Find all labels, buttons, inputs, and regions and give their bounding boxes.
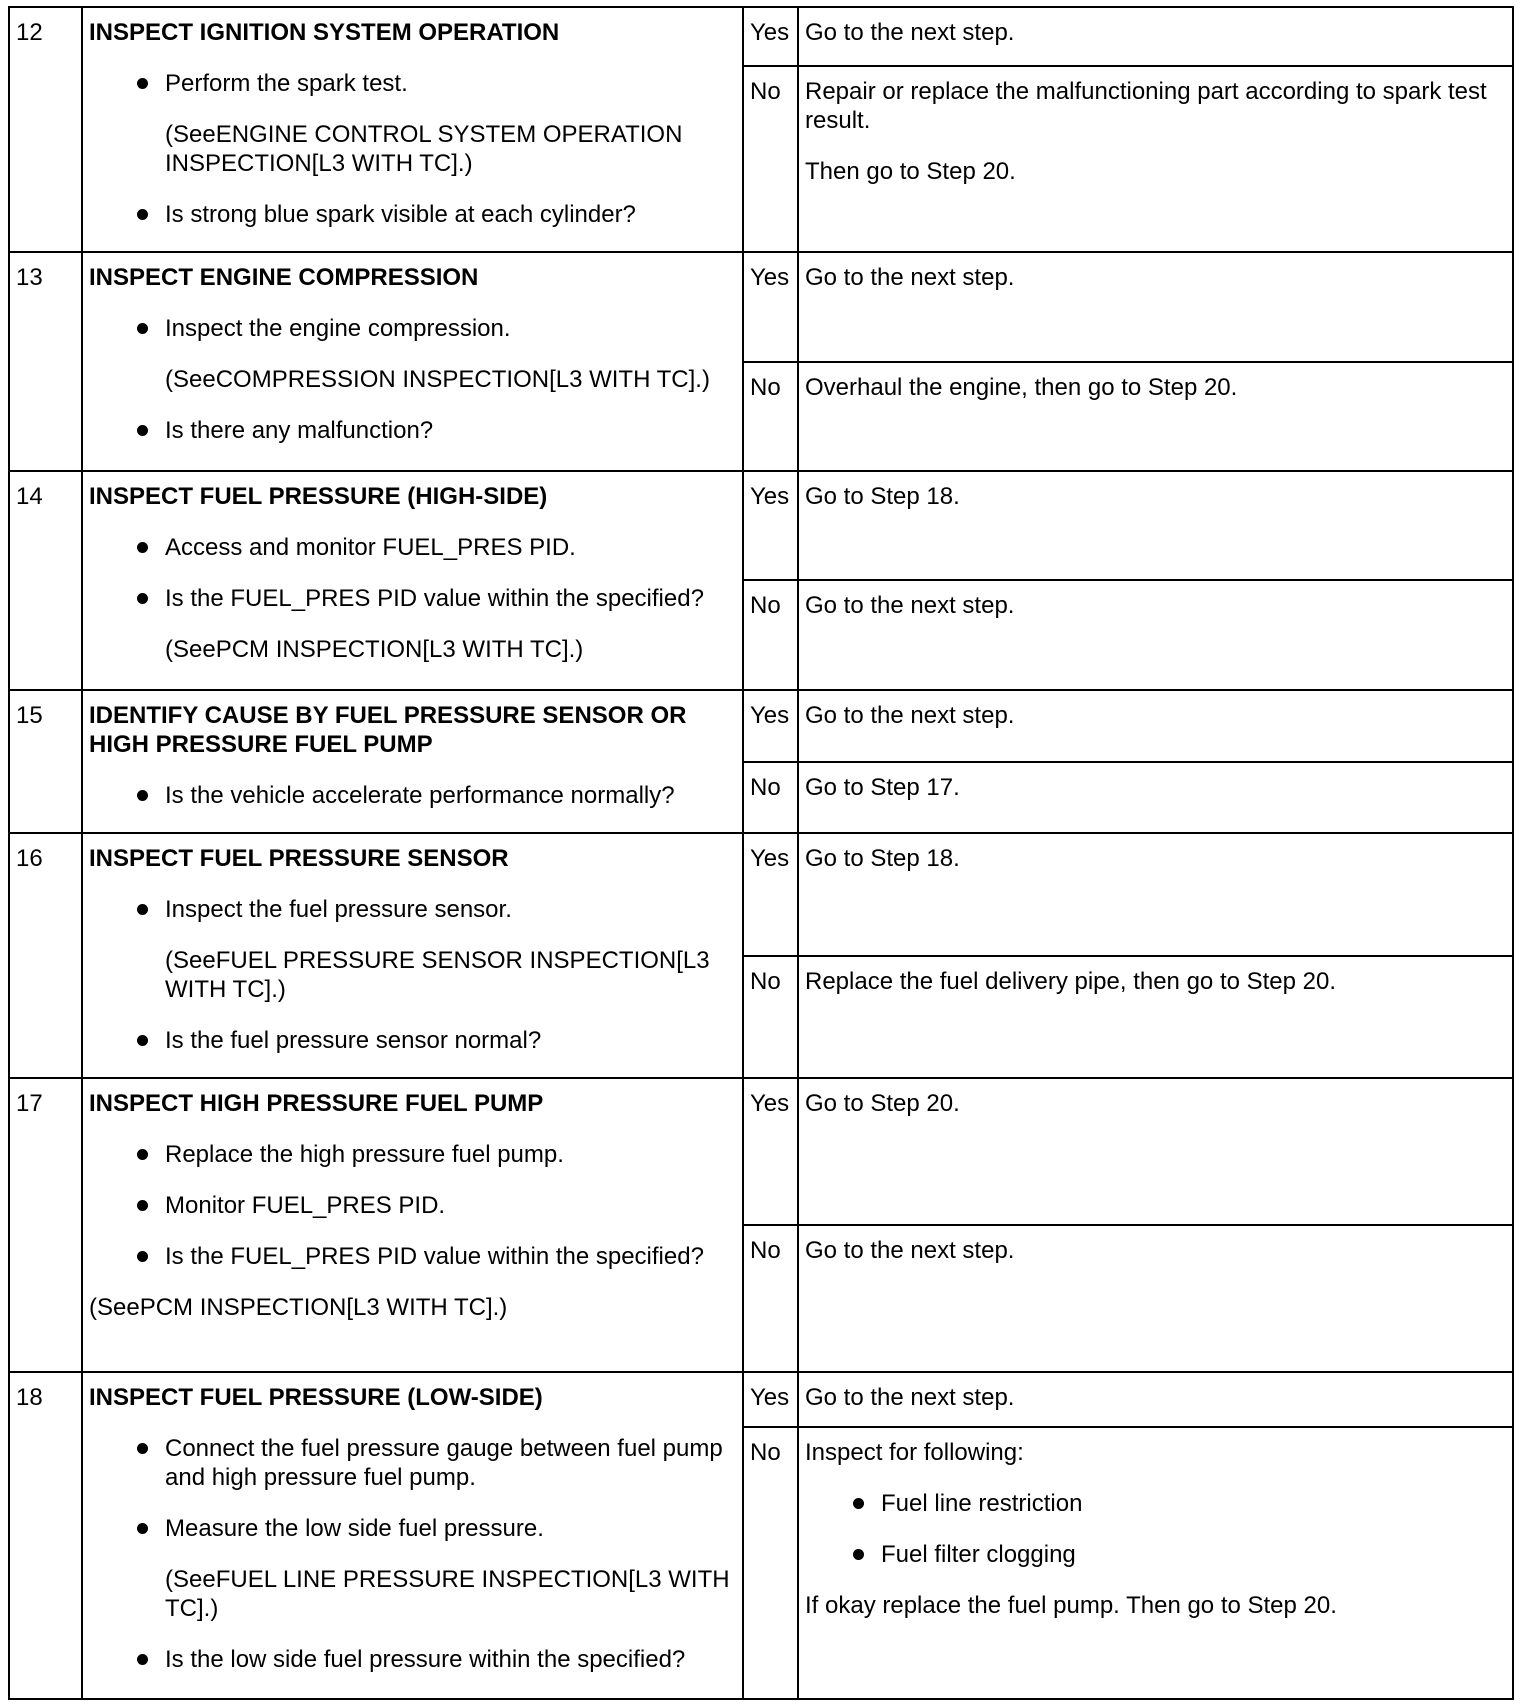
bullet-icon [137,1523,148,1534]
step-check-cell [82,1078,743,1372]
step-number: 16 [9,833,82,1078]
yes-label: Yes [743,1078,798,1225]
check-item: Is the fuel pressure sensor normal? [89,1026,736,1055]
check-item: Is the vehicle accelerate performance normally? [89,781,736,810]
yes-action: Go to the next step. [798,7,1513,66]
step-check-cell [82,471,743,690]
step-check-cell [82,7,743,252]
no-action-followup: If okay replace the fuel pump. Then go to Step 20. [805,1592,1337,1619]
no-action: Overhaul the engine, then go to Step 20. [798,362,1513,471]
no-label: No [743,66,798,252]
step-row-16-yes [9,833,1513,956]
check-item: Replace the high pressure fuel pump. [89,1140,736,1169]
no-action: Repair or replace the malfunctioning part according to spark test result. [805,77,1487,134]
bullet-icon [137,78,148,89]
yes-label: Yes [743,833,798,956]
no-action: Inspect for following: [805,1439,1024,1466]
no-action: Replace the fuel delivery pipe, then go to Step 20. [798,956,1513,1078]
no-label: No [743,362,798,471]
step-row-13-yes [9,252,1513,362]
bullet-icon [137,1035,148,1046]
yes-action: Go to Step 20. [798,1078,1513,1225]
step-number: 15 [9,690,82,833]
step-row-18-yes [9,1372,1513,1427]
step-title: INSPECT HIGH PRESSURE FUEL PUMP [89,1090,544,1117]
step-title: INSPECT FUEL PRESSURE (LOW-SIDE) [89,1384,543,1411]
bullet-icon [137,209,148,220]
yes-action: Go to the next step. [798,252,1513,362]
reference-note: (SeePCM INSPECTION[L3 WITH TC].) [165,636,584,663]
step-row-12-yes [9,7,1513,66]
check-item: Perform the spark test. [89,69,736,98]
step-number: 12 [9,7,82,252]
bullet-icon [137,425,148,436]
check-item: Is there any malfunction? [89,416,736,445]
check-item: Is the low side fuel pressure within the specified? [89,1645,736,1674]
no-label: No [743,956,798,1078]
no-action-cell [798,1427,1513,1699]
bullet-icon [137,1251,148,1262]
yes-label: Yes [743,1372,798,1427]
reference-note: (SeeFUEL PRESSURE SENSOR INSPECTION[L3 WITH TC].) [165,947,710,1003]
check-item: Access and monitor FUEL_PRES PID. [89,533,736,562]
no-label: No [743,1225,798,1372]
check-item: Inspect the engine compression. [89,314,736,343]
no-label: No [743,1427,798,1699]
reference-note: (SeePCM INSPECTION[L3 WITH TC].) [89,1294,508,1321]
yes-label: Yes [743,471,798,580]
bullet-icon [137,904,148,915]
step-number: 17 [9,1078,82,1372]
yes-action: Go to the next step. [798,1372,1513,1427]
check-item: Is the FUEL_PRES PID value within the specified? [89,1242,736,1271]
bullet-icon [137,1443,148,1454]
step-title: INSPECT FUEL PRESSURE (HIGH-SIDE) [89,483,548,510]
check-item: Is strong blue spark visible at each cylinder? [89,200,736,229]
no-label: No [743,762,798,833]
no-action-followup: Then go to Step 20. [805,157,1016,185]
step-check-cell [82,833,743,1078]
bullet-icon [137,1200,148,1211]
check-item: Connect the fuel pressure gauge between fuel pump and high pressure fuel pump. [89,1434,736,1492]
inspect-item: Fuel line restriction [805,1489,1506,1518]
check-item: Is the FUEL_PRES PID value within the specified? [89,584,736,613]
yes-action: Go to the next step. [798,690,1513,762]
step-title: IDENTIFY CAUSE BY FUEL PRESSURE SENSOR OR HIGH PRESSURE FUEL PUMP [89,702,687,758]
no-action: Go to the next step. [798,1225,1513,1372]
yes-label: Yes [743,690,798,762]
inspect-item: Fuel filter clogging [805,1540,1506,1569]
yes-label: Yes [743,7,798,66]
step-row-17-yes [9,1078,1513,1225]
check-item: Measure the low side fuel pressure. [89,1514,736,1543]
diagnostic-procedure-table [8,6,1514,1700]
step-check-cell [82,1372,743,1699]
bullet-icon [137,790,148,801]
bullet-icon [853,1498,864,1509]
step-row-15-yes [9,690,1513,762]
step-title: INSPECT FUEL PRESSURE SENSOR [89,845,509,872]
no-action: Go to the next step. [798,580,1513,690]
no-action-cell [798,66,1513,252]
step-check-cell [82,690,743,833]
check-item: Inspect the fuel pressure sensor. [89,895,736,924]
reference-note: (SeeENGINE CONTROL SYSTEM OPERATION INSPECTION[L3 WITH TC].) [165,121,683,177]
step-number: 14 [9,471,82,690]
step-number: 18 [9,1372,82,1699]
bullet-icon [137,593,148,604]
check-item: Monitor FUEL_PRES PID. [89,1191,736,1220]
no-label: No [743,580,798,690]
reference-note: (SeeCOMPRESSION INSPECTION[L3 WITH TC].) [165,366,710,393]
step-title: INSPECT IGNITION SYSTEM OPERATION [89,19,560,46]
no-action: Go to Step 17. [798,762,1513,833]
yes-label: Yes [743,252,798,362]
step-title: INSPECT ENGINE COMPRESSION [89,264,479,291]
bullet-icon [137,1654,148,1665]
bullet-icon [137,1149,148,1160]
bullet-icon [137,542,148,553]
yes-action: Go to Step 18. [798,471,1513,580]
bullet-icon [137,323,148,334]
bullet-icon [853,1549,864,1560]
step-row-14-yes [9,471,1513,580]
yes-action: Go to Step 18. [798,833,1513,956]
step-check-cell [82,252,743,471]
reference-note: (SeeFUEL LINE PRESSURE INSPECTION[L3 WITH TC].) [165,1566,730,1622]
step-number: 13 [9,252,82,471]
